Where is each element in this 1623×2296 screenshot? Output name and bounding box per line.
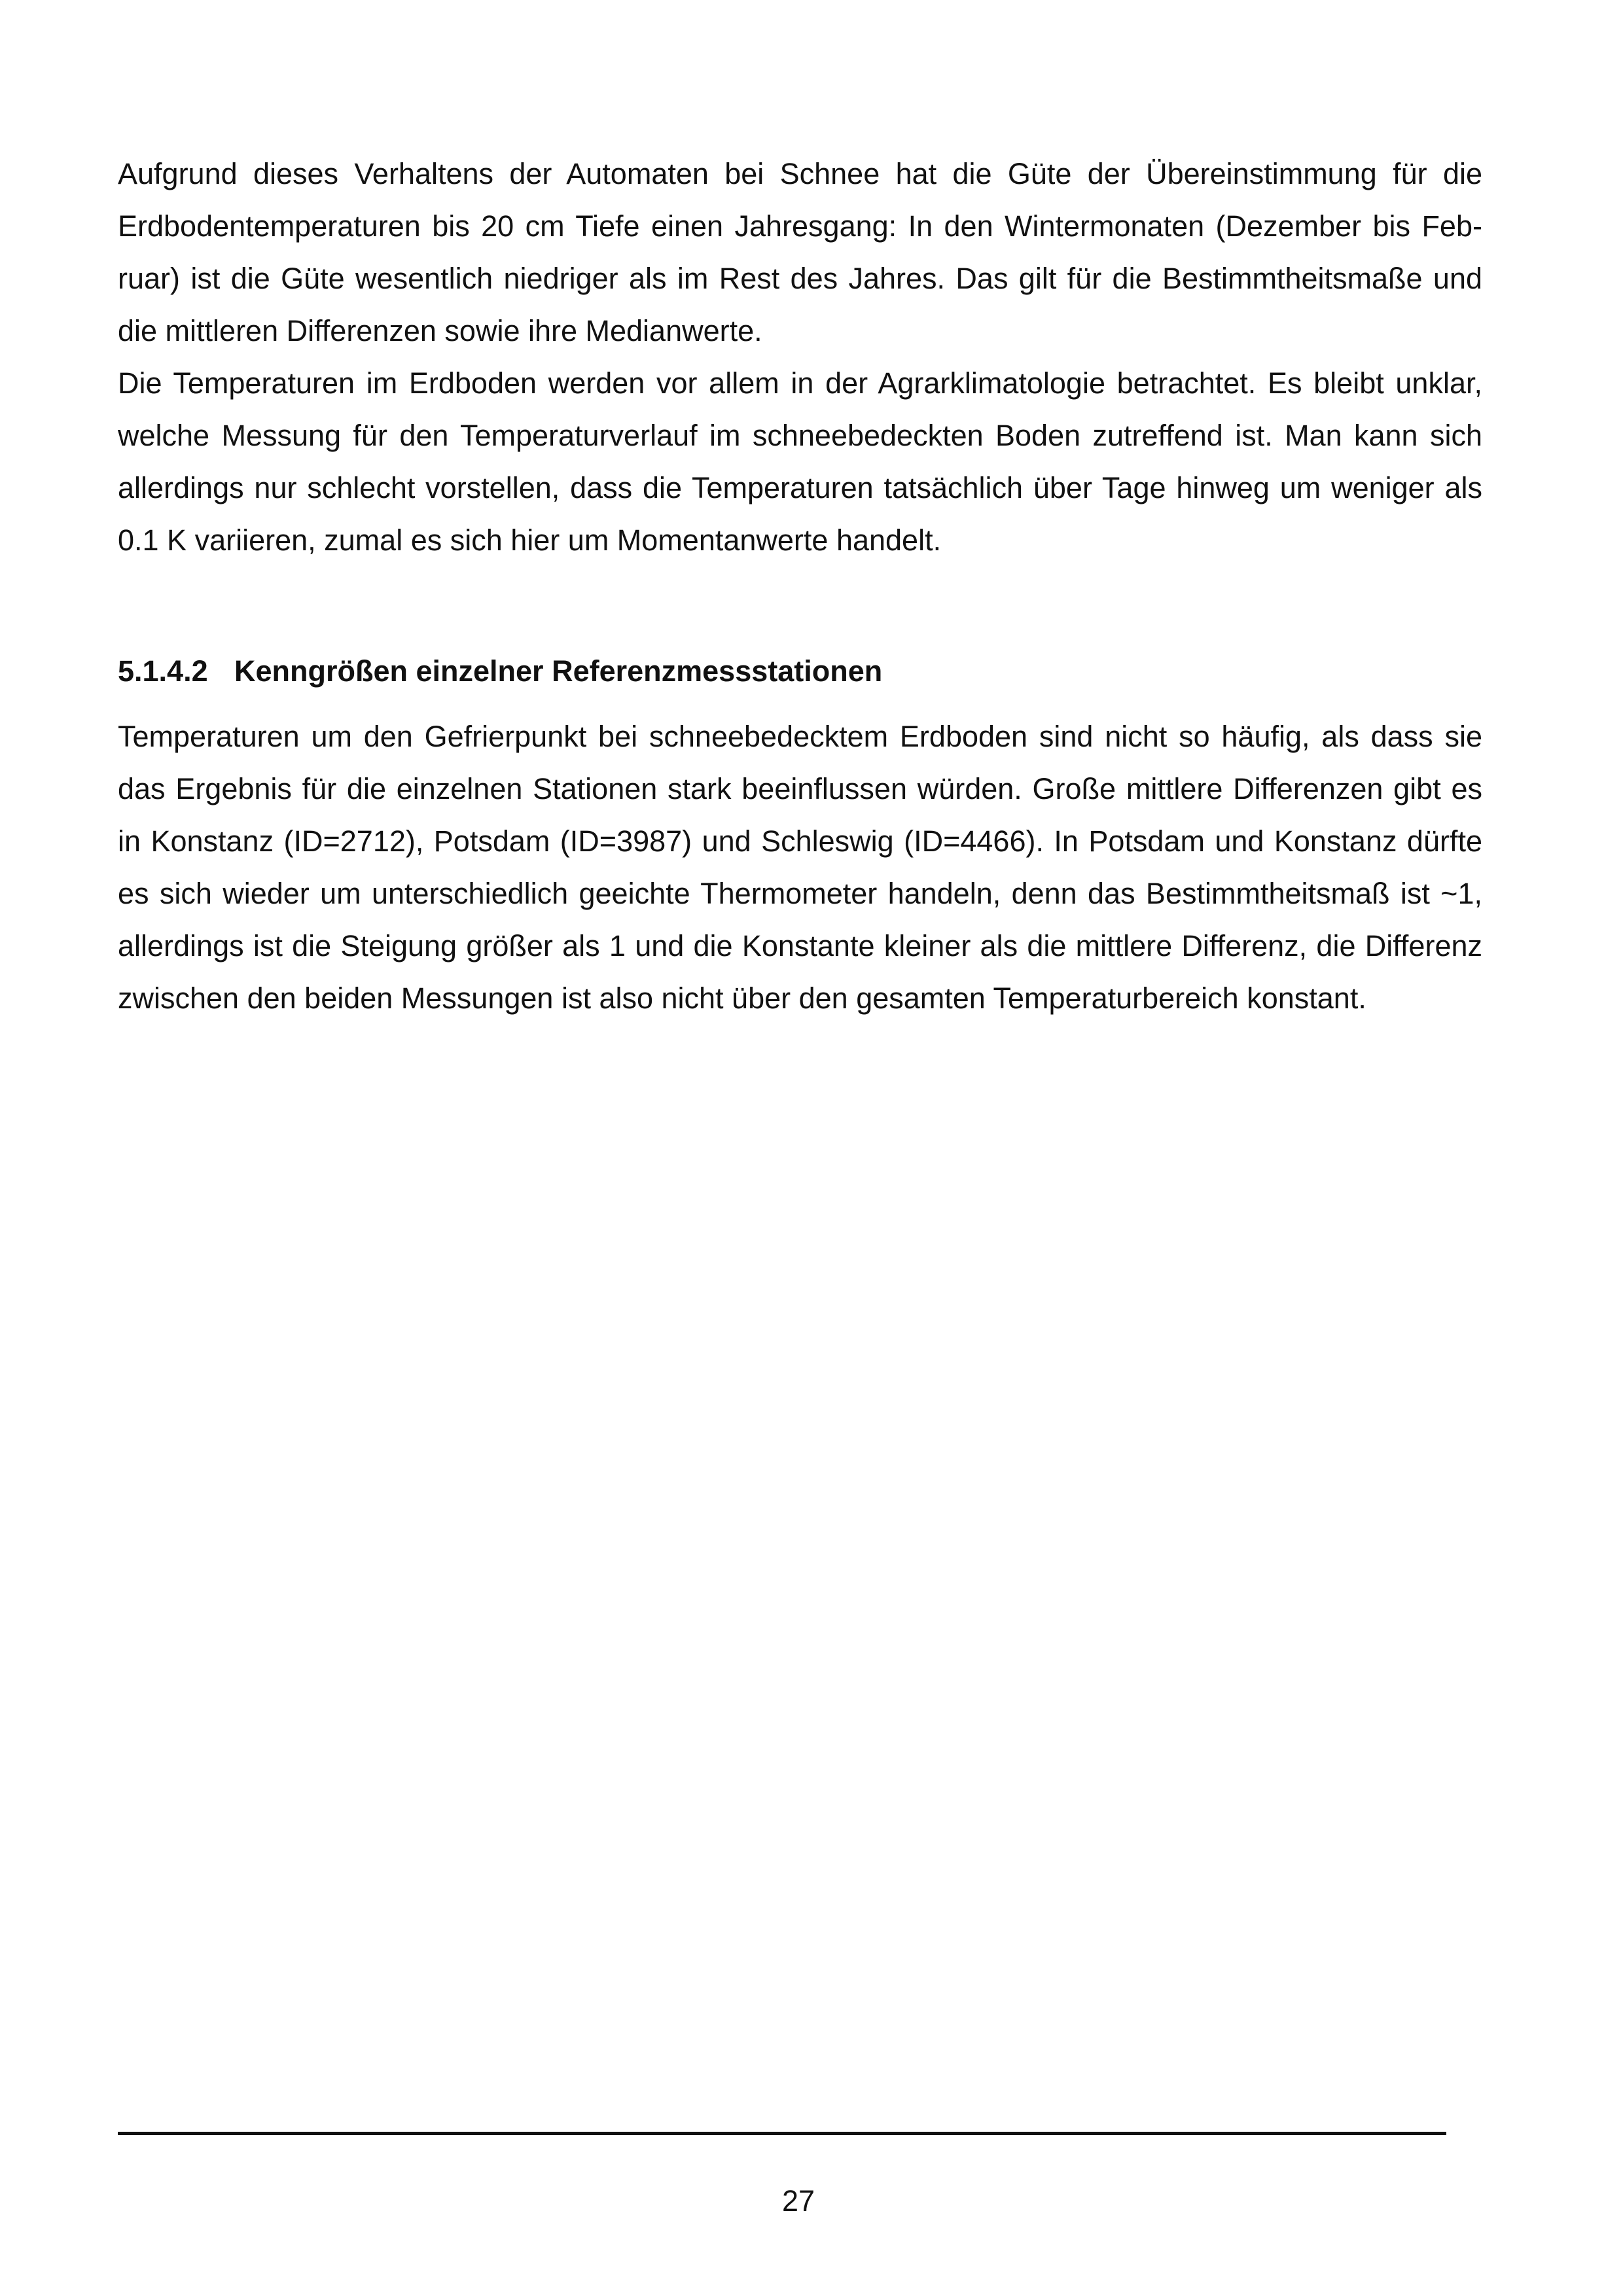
section-number: 5.1.4.2 xyxy=(118,654,208,688)
footer-divider xyxy=(118,2132,1446,2135)
page-number: 27 xyxy=(781,2184,815,2217)
paragraph-reference-stations: Temperaturen um den Gefrierpunkt bei schneebedecktem Erdboden sind nicht so häufig, als dass sie das Ergebnis für die einzelnen Stationen stark beeinflussen würden. Große mittlere Differenzen gibt es in Konstanz (ID=2712), Potsdam (ID=3987) und Schleswig (ID=4466). In Potsdam und Konstanz dürfte es sich wieder um unterschiedlich geeichte Thermometer handeln, denn das Bestimmtheitsmaß ist ~1, allerdings ist die Steigung größer als 1 und die Konstante kleiner als die mittlere Differenz, die Differenz zwischen den beiden Messungen ist also nicht über den gesamten Temperaturbereich konstant. xyxy=(118,720,1482,1015)
section-title: Kenngrößen einzelner Referenzmessstationen xyxy=(234,654,883,688)
paragraph-soil-temperatures: Die Temperaturen im Erdboden werden vor allem in der Agrarklimatologie betrachtet. Es bleibt unklar, welche Messung für den Temperaturverlauf im schneebedeckten Boden zutreffend ist. Man kann sich allerdings nur schlecht vorstellen, dass die Temperaturen tatsächlich über Tage hinweg um weniger als 0.1 K variieren, zumal es sich hier um Momentanwerte handelt. xyxy=(118,366,1482,557)
paragraph-snow-behaviour: Aufgrund dieses Verhaltens der Automaten bei Schnee hat die Güte der Übereinstimmung für die Erdbodentemperaturen bis 20 cm Tiefe einen Jahresgang: In den Wintermonaten (Dezember bis Februar) ist die Güte wesentlich niedriger als im Rest des Jahres. Das gilt für die Bestimmtheitsmaße und die mittleren Differenzen sowie ihre Medianwerte. xyxy=(118,157,1482,347)
section-heading xyxy=(118,652,882,691)
